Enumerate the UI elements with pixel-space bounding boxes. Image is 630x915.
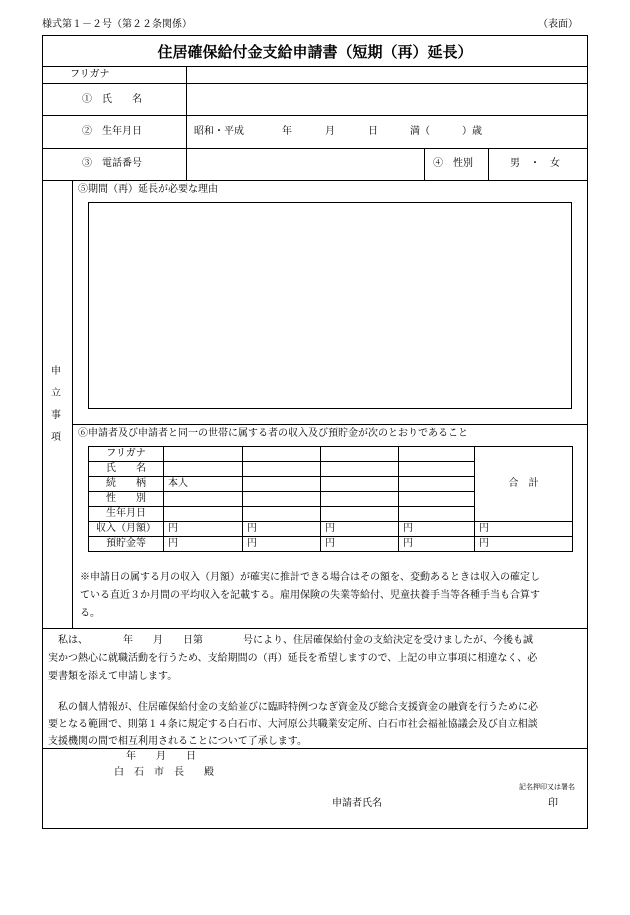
age-prefix: 満（ — [410, 126, 430, 137]
sex-divider — [488, 148, 489, 180]
income-table — [88, 446, 573, 552]
side-column-divider — [72, 180, 73, 628]
total-header: 合 計 — [475, 447, 573, 522]
table-cell[interactable] — [399, 492, 475, 507]
table-cell[interactable] — [243, 462, 321, 477]
table-cell[interactable] — [399, 462, 475, 477]
note-line: る。 — [80, 608, 100, 619]
table-cell[interactable] — [399, 477, 475, 492]
name-label: ① 氏 名 — [82, 94, 142, 105]
birth-label: ② 生年月日 — [82, 126, 142, 137]
applicant-name-label: 申請者氏名 — [332, 798, 382, 809]
income-section-label: ⑥申請者及び申請者と同一の世帯に属する者の収入及び預貯金が次のとおりであること — [78, 428, 468, 439]
sex-options[interactable]: 男 ・ 女 — [510, 158, 560, 169]
row-label: 収入（月額） — [89, 522, 164, 537]
age-suffix: ）歳 — [462, 126, 482, 137]
table-cell[interactable] — [321, 492, 399, 507]
addressee: 白 石 市 長 殿 — [114, 767, 214, 778]
applicant-name-field[interactable] — [392, 795, 532, 811]
table-cell[interactable] — [164, 492, 243, 507]
side-label-char: 申 — [51, 366, 61, 377]
table-row — [89, 447, 573, 462]
table-cell[interactable] — [164, 462, 243, 477]
birth-month-unit: 月 — [325, 126, 335, 137]
date-line: 年 月 日 — [126, 751, 196, 762]
yen-cell[interactable]: 円 — [475, 522, 573, 537]
privacy-line: 私の個人情報が、住居確保給付金の支給並びに臨時特例つなぎ資金及び総合支援資金の融資を行うために必 — [48, 702, 538, 713]
privacy-line: 支援機関の間で相互利用されることについて了承します。 — [48, 736, 307, 747]
table-cell[interactable] — [321, 477, 399, 492]
yen-cell[interactable]: 円 — [321, 537, 399, 552]
table-cell[interactable] — [399, 447, 475, 462]
table-cell[interactable] — [321, 462, 399, 477]
seal-note: 記名押印又は署名 — [519, 783, 575, 791]
side-label-char: 立 — [51, 388, 61, 399]
reason-label: ⑤期間（再）延長が必要な理由 — [78, 184, 218, 195]
yen-cell[interactable]: 円 — [243, 522, 321, 537]
sex-divider — [424, 148, 425, 180]
table-cell[interactable]: 本人 — [164, 477, 243, 492]
section-divider — [42, 748, 588, 749]
row-label: 預貯金等 — [89, 537, 164, 552]
section-divider — [42, 628, 588, 629]
section-divider — [72, 424, 588, 425]
table-cell[interactable] — [321, 507, 399, 522]
row-label: 性 別 — [89, 492, 164, 507]
note-line: ※申請日の属する月の収入（月額）が確実に推計できる場合はその額を、変動あるときは収入の確定し — [80, 572, 540, 583]
yen-cell[interactable]: 円 — [164, 522, 243, 537]
birth-day-unit: 日 — [368, 126, 378, 137]
row-label: フリガナ — [89, 447, 164, 462]
name-field[interactable] — [187, 84, 587, 115]
birth-era: 昭和・平成 — [194, 126, 244, 137]
yen-cell[interactable]: 円 — [164, 537, 243, 552]
table-cell[interactable] — [164, 447, 243, 462]
seal-mark: 印 — [548, 798, 558, 809]
form-title: 住居確保給付金支給申請書（短期（再）延長） — [157, 43, 473, 61]
privacy-line: 要となる範囲で、則第１４条に規定する白石市、大河原公共職業安定所、白石市社会福祉協議会及び自立相談 — [48, 719, 538, 730]
table-row — [89, 537, 573, 552]
yen-cell[interactable]: 円 — [243, 537, 321, 552]
furigana-field[interactable] — [187, 67, 587, 83]
table-cell[interactable] — [399, 507, 475, 522]
birth-year-unit: 年 — [282, 126, 292, 137]
form-number: 様式第１－２号（第２２条関係） — [42, 19, 192, 30]
yen-cell[interactable]: 円 — [399, 537, 475, 552]
row-divider — [42, 115, 588, 116]
side-label-char: 項 — [51, 432, 61, 443]
side-label-char: 事 — [51, 410, 61, 421]
yen-cell[interactable]: 円 — [321, 522, 399, 537]
table-cell[interactable] — [243, 447, 321, 462]
table-cell[interactable] — [243, 507, 321, 522]
side-label: （表面） — [538, 19, 578, 30]
row-divider — [42, 180, 588, 181]
declaration-line: 実かつ熱心に就職活動を行うため、支給期間の（再）延長を希望しますので、上記の申立事項に相違なく、必 — [48, 653, 538, 664]
declaration-line: 私は、 年 月 日第 号により、住居確保給付金の支給決定を受けましたが、今後も誠 — [48, 635, 533, 646]
sex-label: ④ 性別 — [433, 158, 473, 169]
table-row — [89, 522, 573, 537]
phone-label: ③ 電話番号 — [82, 158, 142, 169]
furigana-label: フリガナ — [70, 69, 110, 80]
declaration-line: 要書類を添えて申請します。 — [48, 671, 178, 682]
table-cell[interactable] — [243, 477, 321, 492]
yen-cell[interactable]: 円 — [475, 537, 573, 552]
table-cell[interactable] — [243, 492, 321, 507]
reason-textarea[interactable] — [88, 202, 572, 409]
row-label: 続 柄 — [89, 477, 164, 492]
row-label: 氏 名 — [89, 462, 164, 477]
phone-field[interactable] — [187, 149, 423, 180]
note-line: ている直近３か月間の平均収入を記載する。雇用保険の失業等給付、児童扶養手当等各種手当も合算す — [80, 590, 540, 601]
table-cell[interactable] — [164, 507, 243, 522]
yen-cell[interactable]: 円 — [399, 522, 475, 537]
table-cell[interactable] — [321, 447, 399, 462]
row-label: 生年月日 — [89, 507, 164, 522]
